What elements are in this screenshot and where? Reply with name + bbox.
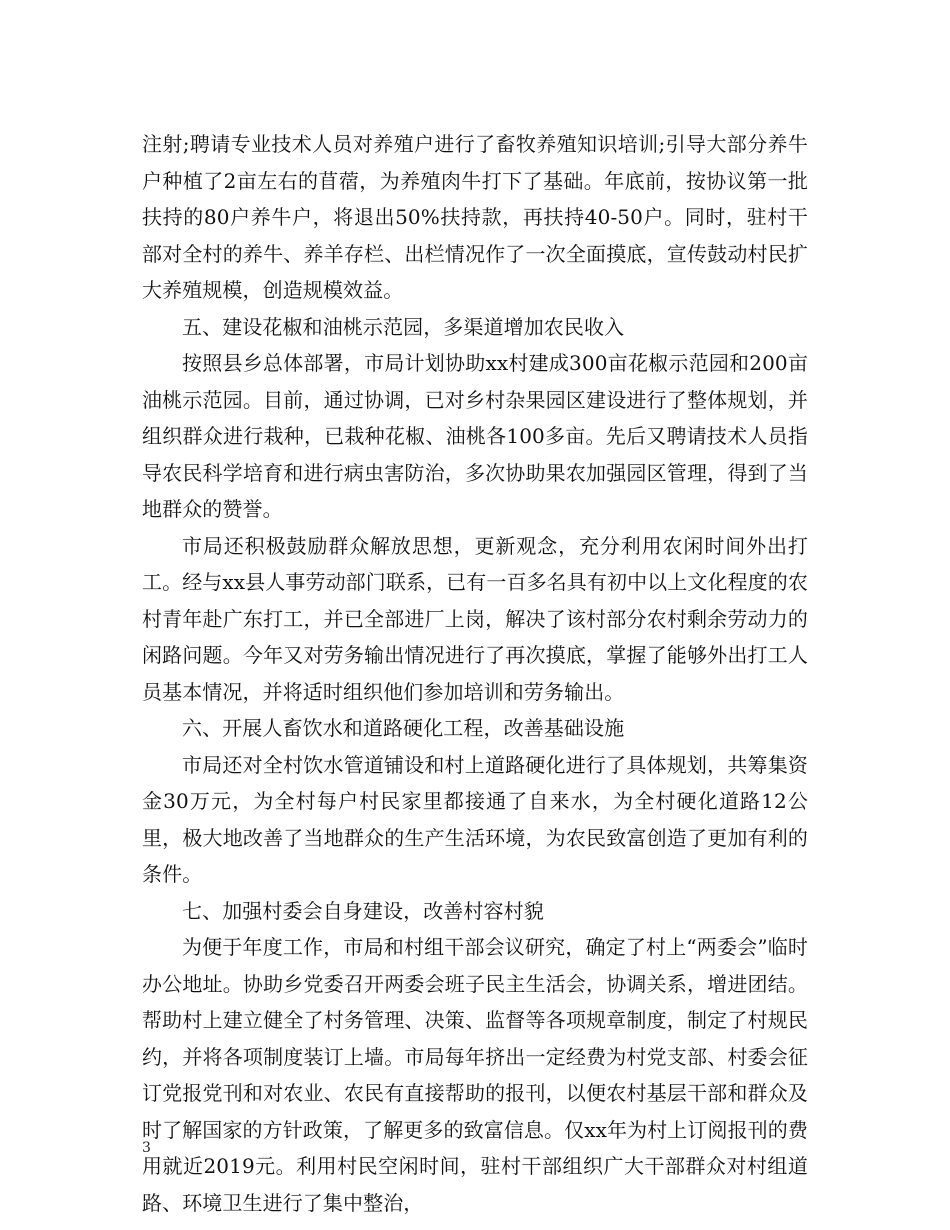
section-heading-6: 六、开展人畜饮水和道路硬化工程，改善基础设施 bbox=[182, 716, 625, 740]
paragraph-water-roads: 市局还对全村饮水管道铺设和村上道路硬化进行了具体规划，共筹集资金30万元，为全村每户村民家里都接通了自来水，为全村硬化道路12公里，极大地改善了当地群众的生产生活环境，为农民致富创造了更加有利的条件。 bbox=[142, 752, 808, 886]
page-number: 3 bbox=[142, 1140, 151, 1156]
section-heading-5: 五、建设花椒和油桃示范园，多渠道增加农民收入 bbox=[182, 314, 625, 339]
section-heading-7: 七、加强村委会自身建设，改善村容村貌 bbox=[182, 898, 544, 923]
document-body bbox=[142, 126, 808, 1221]
paragraph-village-committee: 为便于年度工作，市局和村组干部会议研究，确定了村上“两委会”临时办公地址。协助乡党委召开两委会班子民主生活会，协调关系，增进团结。帮助村上建立健全了村务管理、决策、监督等各项规章制度，制定了村规民约，并将各项制度装订上墙。市局每年挤出一定经费为村党支部、村委会征订党报党刊和对农业、农民有直接帮助的报刊，以便农村基层干部和群众及时了解国家的方针政策，了解更多的致富信息。仅xx年为村上订阅报刊的费用就近2019元。利用村民空闲时间，驻村干部组织广大干部群众对村组道路、环境卫生进行了集中整治， bbox=[142, 935, 808, 1215]
paragraph-orchard: 按照县乡总体部署，市局计划协助xx村建成300亩花椒示范园和200亩油桃示范园。目前，通过协调，已对乡村杂果园区建设进行了整体规划，并组织群众进行栽种，已栽种花椒、油桃各100多亩。先后又聘请技术人员指导农民科学培育和进行病虫害防治，多次协助果农加强园区管理，得到了当地群众的赞誉。 bbox=[142, 351, 808, 521]
paragraph-continuation: 注射;聘请专业技术人员对养殖户进行了畜牧养殖知识培训;引导大部分养牛户种植了2亩左右的苜蓿，为养殖肉牛打下了基础。年底前，按协议第一批扶持的80户养牛户，将退出50%扶持款，再扶持40-50户。同时，驻村干部对全村的养牛、养羊存栏、出栏情况作了一次全面摸底，宣传鼓动村民扩大养殖规模，创造规模效益。 bbox=[142, 132, 808, 302]
paragraph-labor-export: 市局还积极鼓励群众解放思想，更新观念，充分利用农闲时间外出打工。经与xx县人事劳动部门联系，已有一百多名具有初中以上文化程度的农村青年赴广东打工，并已全部进厂上岗，解决了该村部分农村剩余劳动力的闲路问题。今年又对劳务输出情况进行了再次摸底，掌握了能够外出打工人员基本情况，并将适时组织他们参加培训和劳务输出。 bbox=[142, 533, 808, 704]
